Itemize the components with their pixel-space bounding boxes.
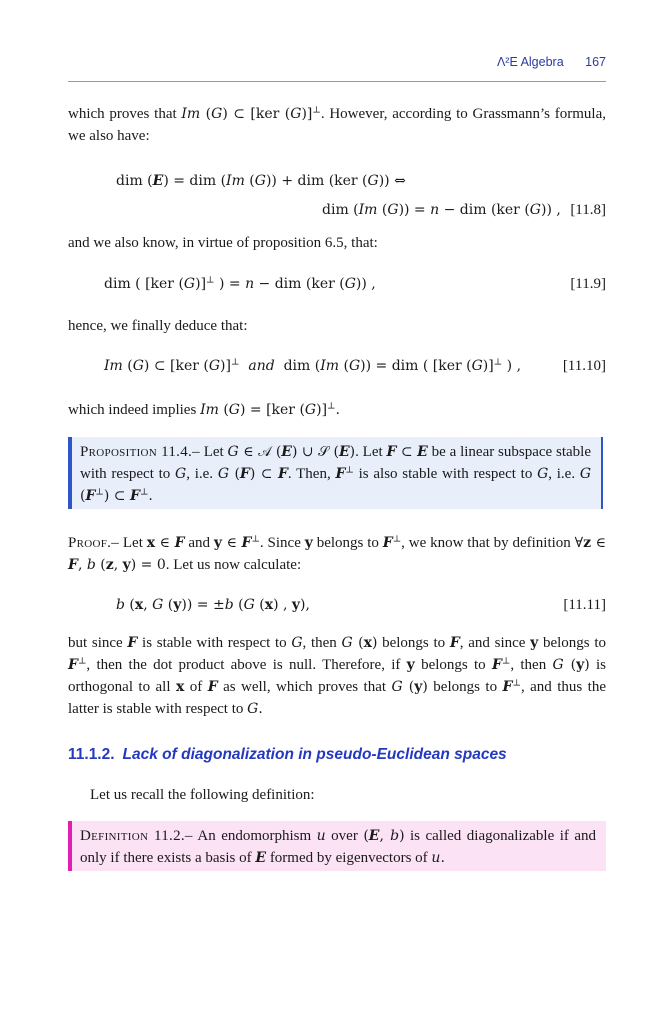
running-header: [68, 55, 606, 75]
equation-tag: [11.8]: [570, 202, 606, 218]
paragraph-3: hence, we finally deduce that:: [68, 318, 248, 334]
equation-11-8a: dim (E) = dim (Im (G)) + dim (ker (G)) ⇔: [116, 173, 406, 189]
proof-label: Proof.–: [68, 535, 120, 551]
section-number: 11.1.2.: [68, 746, 115, 763]
definition-label: Definition 11.2.–: [80, 828, 193, 844]
equation-tag: [11.11]: [563, 597, 606, 613]
paragraph-2: and we also know, in virtue of proposition 6.5, that:: [68, 235, 378, 251]
paragraph-5: but since F is stable with respect to G, then G (x) belongs to F, and since y belongs to F⊥, then the dot product above is null. Therefore, if y belongs to F⊥, then G (y) is orthogonal to all x of F as well, which proves that G (y) belongs to F⊥, and thus the latter is stable with respect to G.: [68, 635, 606, 717]
equation-tag: [11.9]: [570, 276, 606, 292]
equation-11-9: dim ( [ker (G)]⊥ ) = n − dim (ker (G)) , [11.9]: [68, 273, 606, 295]
equation-11-10: Im (G) ⊂ [ker (G)]⊥ and dim (Im (G)) = dim ( [ker (G)]⊥ ) , [11.10]: [68, 355, 606, 377]
paragraph-4: which indeed implies Im (G) = [ker (G)]⊥.: [68, 401, 340, 418]
equation-11-8: dim (Im (G)) = n − dim (ker (G)) , [11.8]: [68, 199, 606, 221]
proof-paragraph: Proof.– Let x ∈ F and y ∈ F⊥. Since y belongs to F⊥, we know that by definition ∀z ∈ F, b (z, y) = 0. Let us now calculate:: [68, 534, 606, 573]
proposition-box: Proposition 11.4.– Let G ∈ 𝒜 (E) ∪ 𝒮 (E). Let F ⊂ E be a linear subspace stable with respect to G, i.e. G (F) ⊂ F. Then, F⊥ is also stable with respect to G, i.e. G (F⊥) ⊂ F⊥.: [68, 437, 603, 509]
page-number: 167: [585, 55, 606, 69]
equation-11-11: b (x, G (y)) = ±b (G (x) , y), [11.11]: [68, 594, 606, 616]
equation-tag: [11.10]: [562, 358, 606, 374]
header-rule: [68, 81, 606, 82]
proposition-label: Proposition 11.4.–: [80, 444, 200, 460]
definition-box: Definition 11.2.– An endomorphism u over (E, b) is called diagonalizable if and only if there exists a basis of E formed by eigenvectors of u.: [68, 821, 606, 871]
section-heading: [68, 746, 606, 764]
section-title: Lack of diagonalization in pseudo-Euclidean spaces: [122, 746, 507, 763]
paragraph-1: which proves that Im (G) ⊂ [ker (G)]⊥. However, according to Grassmann’s formula, we also have:: [68, 105, 606, 144]
running-title: Λ²E Algebra: [496, 55, 564, 69]
paragraph-6: Let us recall the following definition:: [90, 787, 315, 803]
